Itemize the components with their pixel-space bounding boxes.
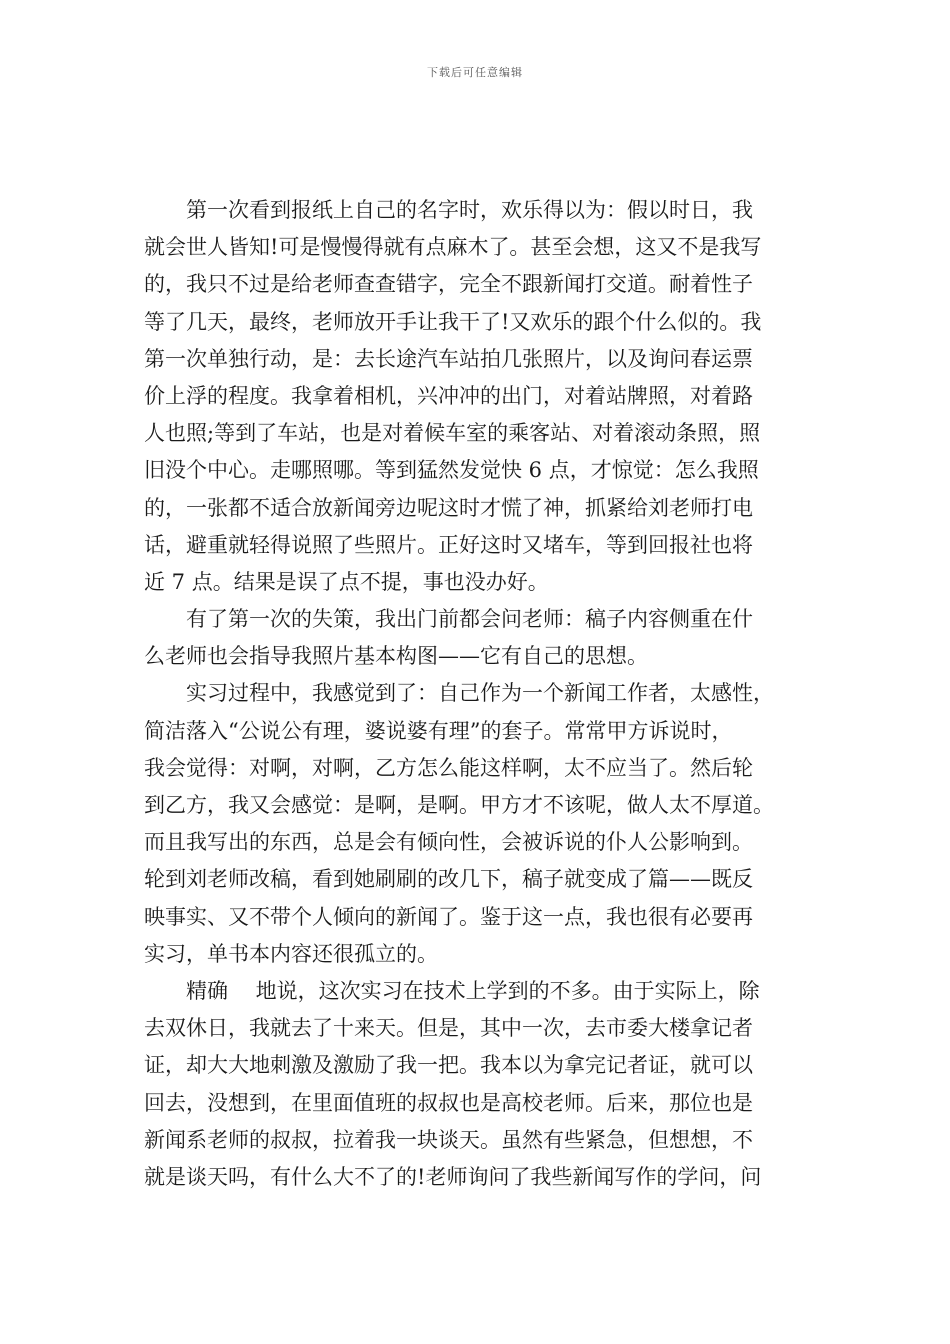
text-line: 么老师也会指导我照片基本构图——它有自己的思想。 (144, 644, 648, 669)
text-line: 到乙方，我又会感觉：是啊，是啊。甲方才不该呢，做人太不厚道。 (144, 793, 774, 817)
text-line: 我会觉得：对啊，对啊，乙方怎么能这样啊，太不应当了。然后轮 (144, 755, 753, 780)
text-line: 第一次看到报纸上自己的名字时，欢乐得以为：假以时日，我 (186, 198, 753, 222)
text-line: 实习过程中，我感觉到了：自己作为一个新闻工作者，太感性， (186, 681, 774, 706)
document-body (144, 192, 809, 1196)
text-line: 去双休日，我就去了十来天。但是，其中一次，去市委大楼拿记者 (144, 1016, 753, 1041)
text-line: 证，却大大地刺激及激励了我一把。我本以为拿完记者证，就可以 (144, 1053, 753, 1078)
text-line: 新闻系老师的叔叔，拉着我一块谈天。虽然有些紧急，但想想，不 (144, 1127, 753, 1152)
text-line: 轮到刘老师改稿，看到她刷刷的改几下，稿子就变成了篇——既反 (144, 867, 753, 892)
text-line: 就会世人皆知!可是慢慢得就有点麻木了。甚至会想，这又不是我写 (144, 235, 762, 260)
text-line: 人也照;等到了车站，也是对着候车室的乘客站、对着滚动条照，照 (144, 421, 761, 446)
text-line: 就是谈天吗，有什么大不了的!老师询问了我些新闻写作的学问，问 (144, 1164, 762, 1189)
text-line: 的，我只不过是给老师查查错字，完全不跟新闻打交道。耐着性子 (144, 272, 753, 297)
text-line: 等了几天，最终，老师放开手让我干了!又欢乐的跟个什么似的。我 (144, 309, 762, 334)
text-line: 回去，没想到，在里面值班的叔叔也是高校老师。后来，那位也是 (144, 1090, 753, 1115)
text-line: 第一次单独行动，是：去长途汽车站拍几张照片，以及询问春运票 (144, 346, 753, 371)
text-line: 映事实、又不带个人倾向的新闻了。鉴于这一点，我也很有必要再 (144, 904, 753, 929)
text-line: 近 7 点。结果是误了点不提，事也没办好。 (144, 569, 549, 594)
header-note: 下载后可任意编辑 (427, 66, 523, 79)
text-line: 的，一张都不适合放新闻旁边呢这时才慌了神，抓紧给刘老师打电 (144, 495, 753, 520)
text-line: 有了第一次的失策，我出门前都会问老师：稿子内容侧重在什 (186, 607, 753, 632)
text-line: 话，避重就轻得说照了些照片。正好这时又堵车，等到回报社也将 (144, 532, 753, 557)
text-line: 实习，单书本内容还很孤立的。 (144, 941, 438, 966)
text-line: 而且我写出的东西，总是会有倾向性，会被诉说的仆人公影响到。 (144, 830, 753, 855)
text-line: 旧没个中心。走哪照哪。等到猛然发觉快 6 点，才惊觉：怎么我照 (144, 458, 759, 483)
text-line: 精确 地说，这次实习在技术上学到的不多。由于实际上，除 (186, 978, 760, 1003)
text-line: 简洁落入“公说公有理，婆说婆有理”的套子。常常甲方诉说时， (144, 718, 733, 743)
text-line: 价上浮的程度。我拿着相机，兴冲冲的出门，对着站牌照，对着路 (144, 383, 753, 408)
